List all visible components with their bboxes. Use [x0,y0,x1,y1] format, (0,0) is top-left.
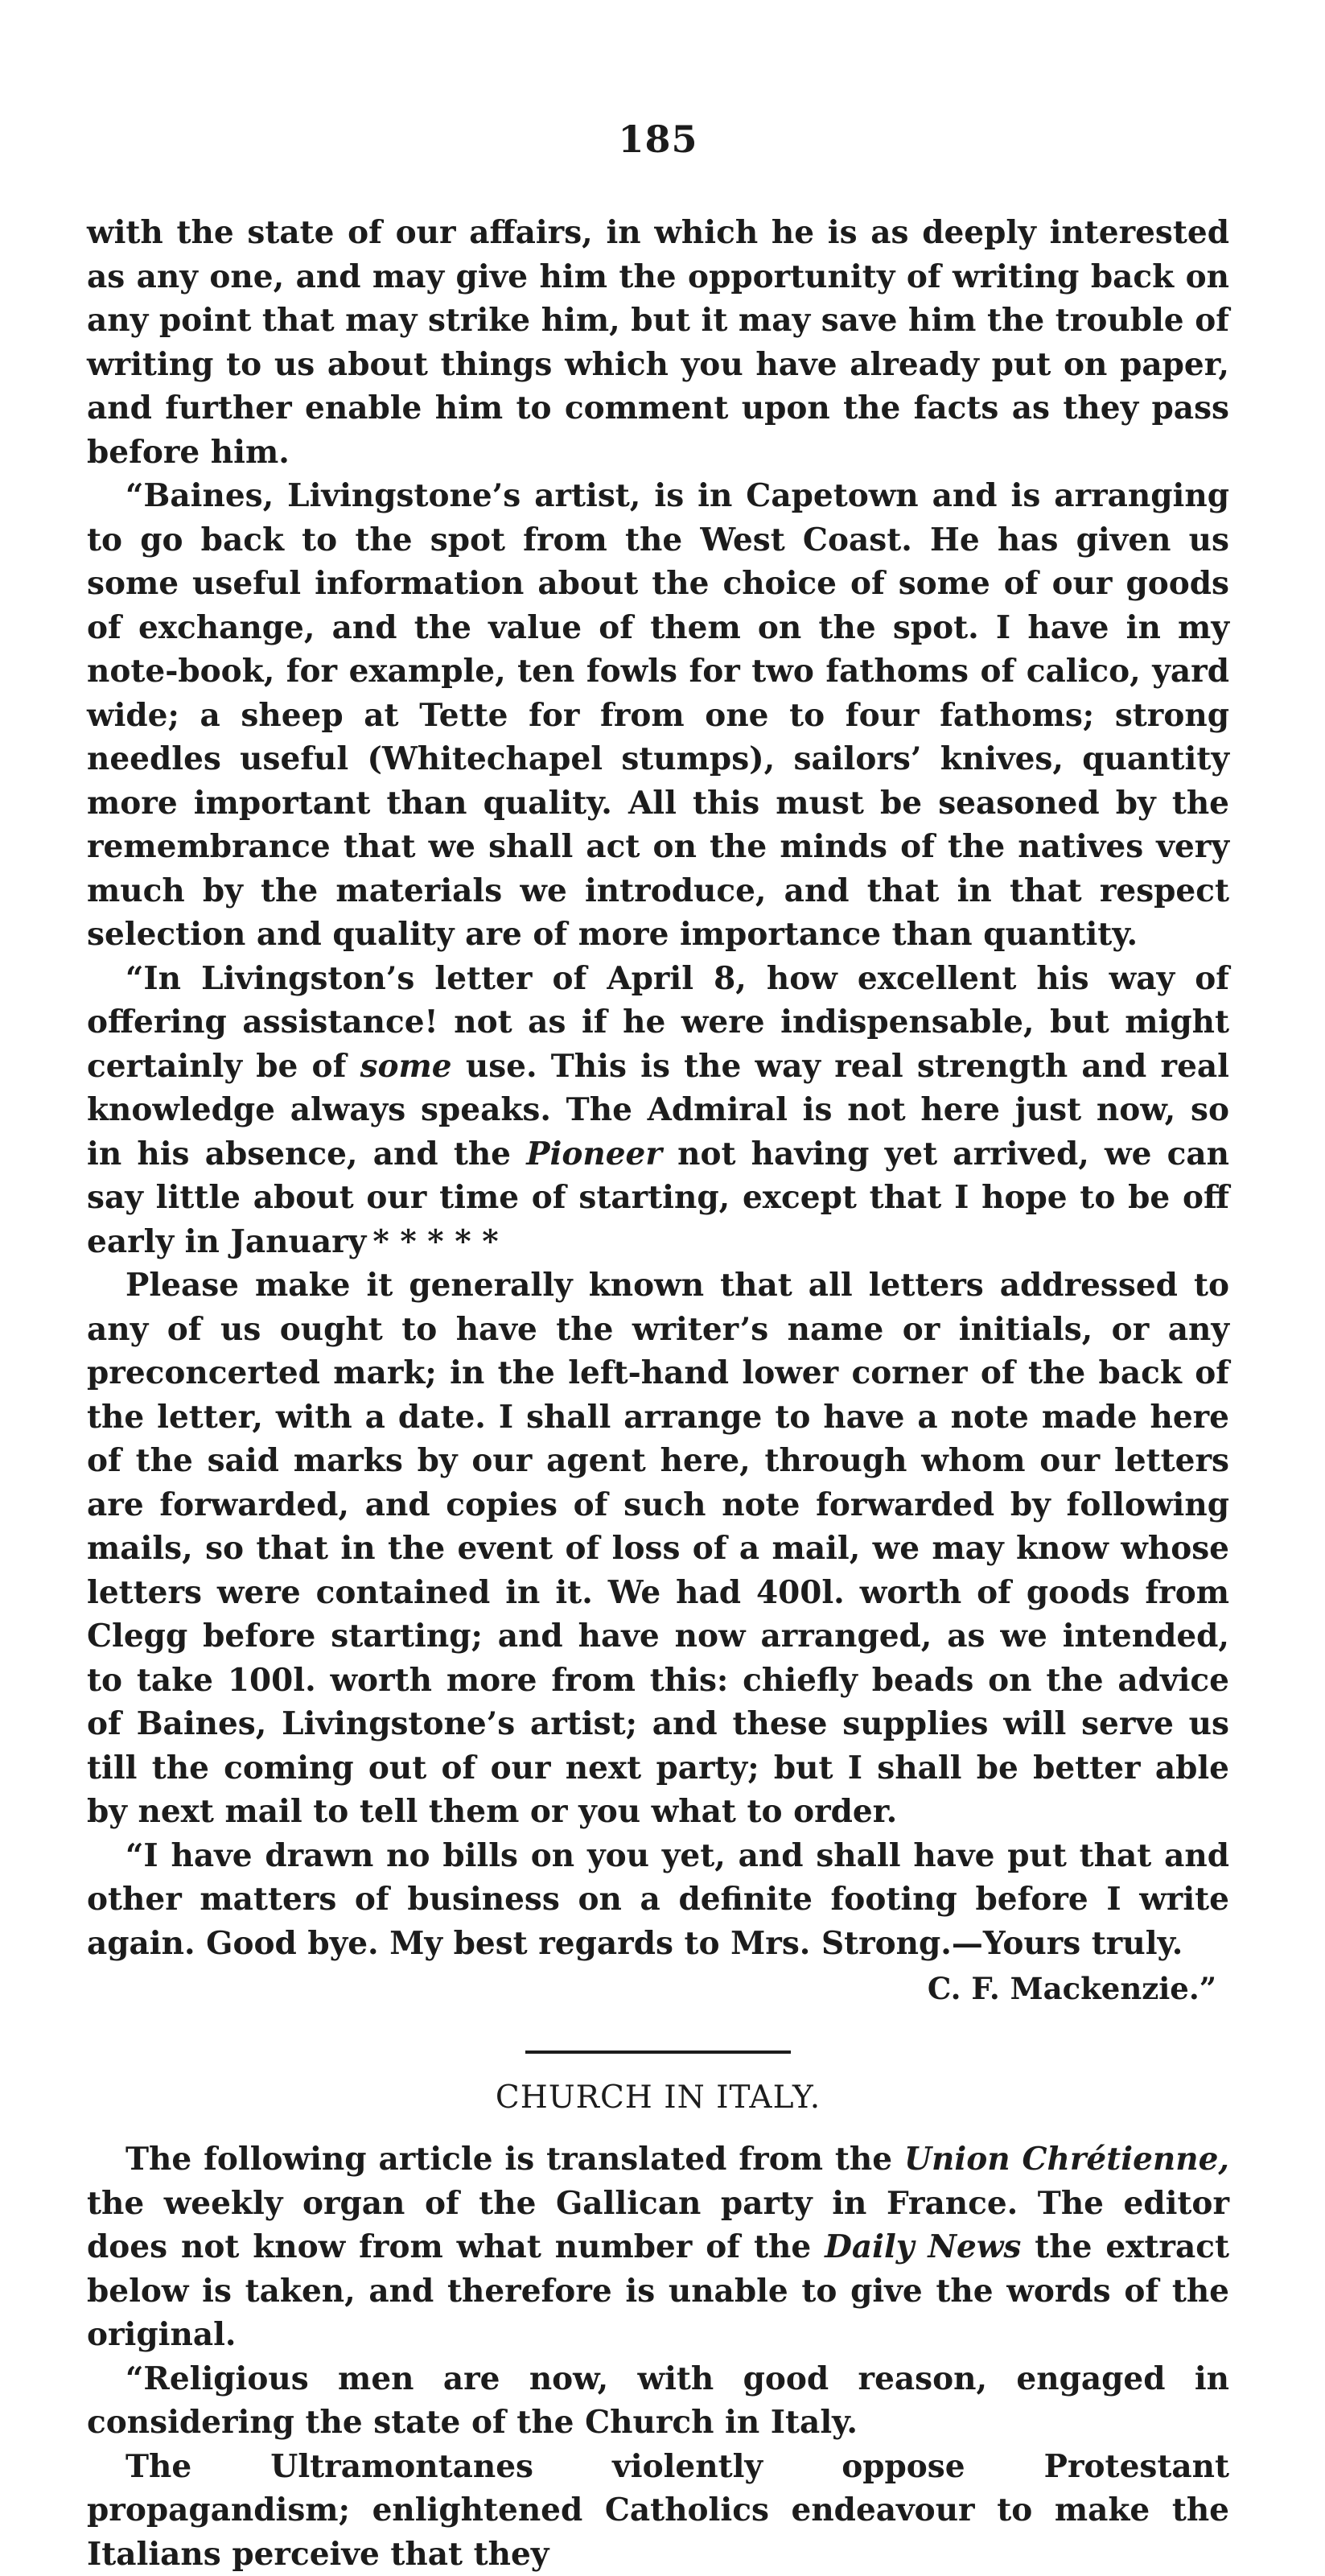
paragraph-letters-addressed: Please make it generally known that all letters addressed to any of us ought to have the writer’s name or initials, or any preconcerted mark; in the left-hand lower corner of the back of the letter, with a date. I shall arrange to have a note made here of the said marks by our agent here, through whom our letters are forwarded, and copies of such note forwarded by following mails, so that in the event of loss of a mail, we may know whose letters were contained in it. We had 400l. worth of goods from Clegg before starting; and have now arranged, as we intended, to take 100l. worth more from this: chiefly beads on the advice of Baines, Livingstone’s artist; and these supplies will serve us till the coming out of our next party; but I shall be better able by next mail to tell them or you what to order. [87,1263,1229,1834]
signature: C. F. Mackenzie.” [87,1967,1216,2010]
page-number: 185 [87,121,1229,158]
paragraph-text: “In Livingston’s letter of April 8, how excellent his way of offering assistance! not as if he were indispensable, but might certainly be of [87,960,1229,1085]
omission-stars: * * * * * [372,1223,498,1260]
paragraph-text: use. This is the way real strength and real knowledge always speaks. The Admiral is not here just now, so in his absence, and the [87,1048,1229,1173]
paragraph-religious-men: “Religious men are now, with good reason, engaged in considering the state of the Church in Italy. [87,2357,1229,2445]
italic-daily-news: Daily News [825,2228,1021,2265]
paragraph-translation-note [87,2137,1229,2357]
paragraph-livingston-letter [87,957,1229,1264]
paragraph-bills: “I have drawn no bills on you yet, and shall have put that and other matters of business on a definite footing before I write again. Good bye. My best regards to Mrs. Strong.—Yours truly. [87,1834,1229,1966]
paragraph-text: The following article is translated from the [126,2141,904,2178]
paragraph-text: not having yet arrived, we can say little about our time of starting, except that I hope to be off early in January [87,1136,1229,1260]
paragraph-baines: “Baines, Livingstone’s artist, is in Capetown and is arranging to go back to the spot from the West Coast. He has given us some useful information about the choice of some of our goods of exchange, and the value of them on the spot. I have in my note-book, for example, ten fowls for two fathoms of calico, yard wide; a sheep at Tette for from one to four fathoms; strong needles useful (Whitechapel stumps), sailors’ knives, quantity more important than quality. All this must be seasoned by the remembrance that we shall act on the minds of the natives very much by the materials we introduce, and that in that respect selection and quality are of more importance than quantity. [87,474,1229,957]
italic-pioneer: Pioneer [526,1136,662,1173]
letter-section [87,211,1229,2010]
church-in-italy-section [87,2076,1229,2576]
document-page [87,121,1229,2576]
section-title: CHURCH IN ITALY. [87,2076,1229,2120]
paragraph-text: the extract below is taken, and therefore is unable to give the words of the original. [87,2228,1229,2353]
paragraph-ultramontanes: The Ultramontanes violently oppose Protestant propagandism; enlightened Catholics endeavour to make the Italians perceive that they [87,2445,1229,2576]
paragraph-affairs: with the state of our affairs, in which he is as deeply interested as any one, and may give him the opportunity of writing back on any point that may strike him, but it may save him the trouble of writing to us about things which you have already put on paper, and further enable him to comment upon the facts as they pass before him. [87,211,1229,474]
section-divider [525,2050,791,2054]
italic-some: some [360,1048,452,1085]
italic-union-chretienne: Union Chrétienne, [904,2141,1229,2178]
paragraph-text: the weekly organ of the Gallican party in France. The editor does not know from what number of the [87,2185,1229,2266]
